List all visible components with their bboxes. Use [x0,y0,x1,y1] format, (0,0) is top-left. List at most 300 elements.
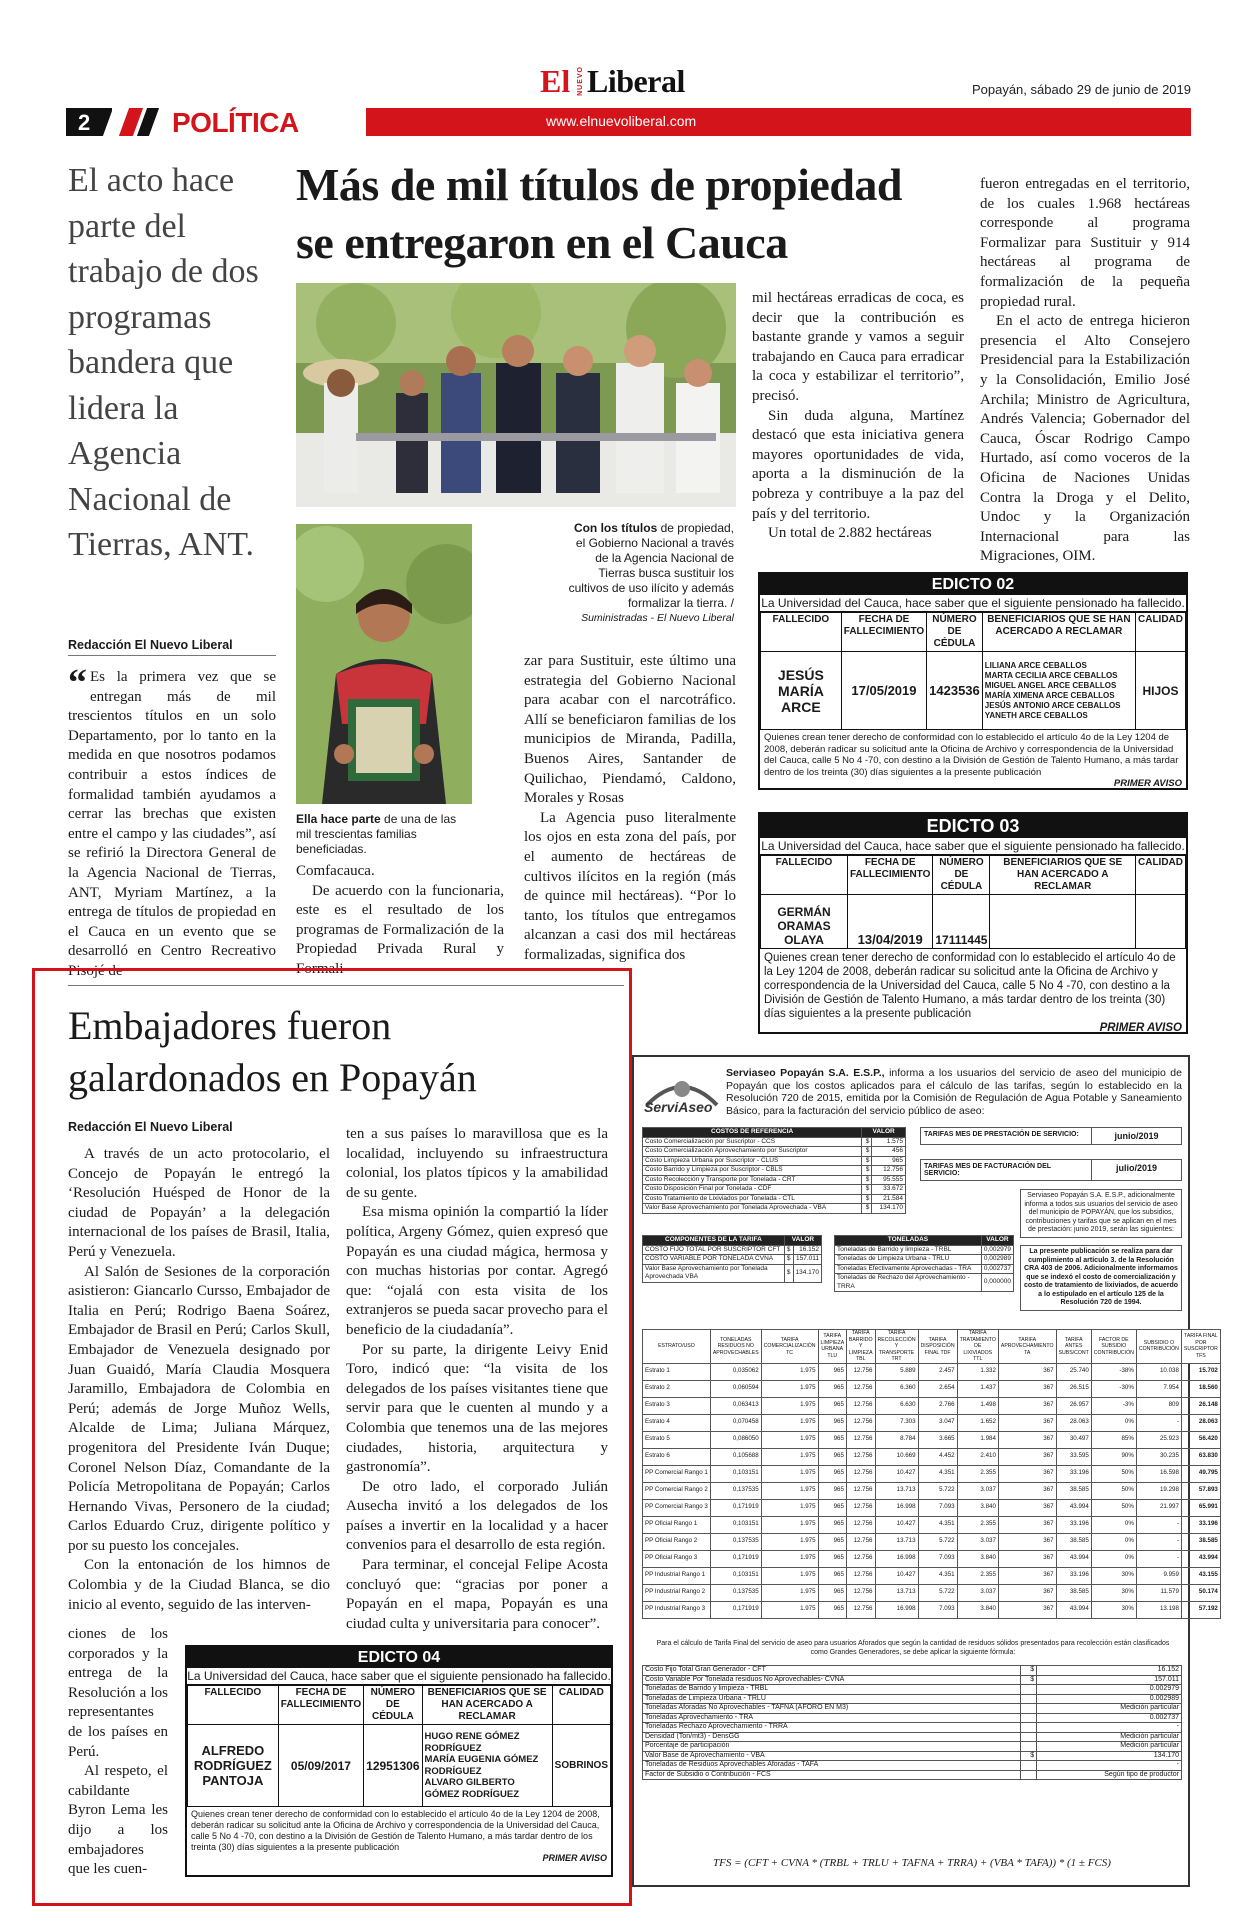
tarifa-cell: 26.957 [1056,1397,1091,1414]
aforo-row [643,1694,1182,1704]
tarifa-cell: 12.756 [846,1448,875,1465]
costos-cell: 12.756 [872,1166,906,1176]
comp-row [643,1264,822,1282]
comp-cell: $ [784,1245,793,1255]
tarifa-cell: 85% [1091,1431,1136,1448]
tarifa-cell: 367 [998,1601,1056,1618]
second-headline-line1: Embajadores fueron [68,1003,392,1048]
tarifa-cell: 3.840 [957,1499,998,1516]
edicto04-foot-text: Quienes crean tener derecho de conformidad con lo establecido el artículo 4o de la Ley 1204 de 2008, deberán radicar su solicitud ante la Oficina de Archivo y correspondencia de la Universidad del Cauca, calle 5 No 4 -70, con destino a la División de Gestión de Talento Humano, a más tardar dentro de los treinta (30) días siguientes a la presente publicación [191,1809,600,1852]
tarifa-cell: 1.498 [957,1397,998,1414]
tarifa-cell: PP Industrial Rango 1 [643,1567,711,1584]
section-bar [66,108,1191,136]
tarifa-header-cell: TARIFA BARRIDO Y LIMPIEZA TBL [846,1330,875,1364]
main-col3a-p3: Un total de 2.882 hectáreas [768,525,932,542]
ton-cell: 0,000000 [981,1274,1013,1292]
tarifa-cell: 0,171919 [710,1550,761,1567]
photo-beneficiary [296,524,472,804]
costos-cell: Costo Barrido y Limpieza por Suscriptor - CBLS [643,1166,862,1176]
aforo-row [643,1742,1182,1752]
tarifa-cell: 49.795 [1181,1465,1220,1482]
edicto03-foot [760,949,1186,1037]
edicto03-h-benef: BENEFICIARIOS QUE SE HAN ACERCADO A RECLAMAR [990,856,1136,895]
quote-mark-icon: “ [68,662,87,704]
costos-cell: $ [862,1185,872,1195]
tarifa-cell: Estrato 3 [643,1397,711,1414]
aforo-cell [1021,1761,1037,1771]
serviaseo-intro-bold: Serviaseo Popayán S.A. E.S.P., [726,1067,885,1079]
ton-cell: 0,002737 [981,1264,1013,1274]
second-c1-narrow: ciones de los corporados y la entrega de la Resolución a los representantes de los países en Perú. [68,1626,168,1760]
second-headline [68,1000,624,1104]
tarifa-cell: 2.457 [918,1363,957,1380]
tarifa-cell: 12.756 [846,1533,875,1550]
aforo-cell: $ [1021,1666,1037,1676]
costos-cell: Costo Comercialización Aprovechamiento por Suscriptor [643,1147,862,1157]
tarifa-cell: 57.192 [1181,1601,1220,1618]
tarifa-cell: 0,060594 [710,1380,761,1397]
tarifa-cell: 1.652 [957,1414,998,1431]
tarifa-row [643,1516,1221,1533]
logo-liberal: Liberal [587,63,685,99]
tarifa-header-cell: TARIFA APROVECHAMIENTO TA [998,1330,1056,1364]
comp-cell: COSTO VARIABLE POR TONELADA CVNA [643,1255,785,1265]
tarifa-cell: 12.756 [846,1550,875,1567]
tarifa-cell: 33.196 [1181,1516,1220,1533]
tarifa-cell: 25.740 [1056,1363,1091,1380]
ton-row [835,1264,1014,1274]
serviaseo-note1: Serviaseo Popayán S.A. E.S.P., adicionalmente informa a todos sus usuarios del servicio de aseo del municipio de POPAYÁN, que los subsidios, contribuciones y tarifas que se aplican en el mes de prestación: junio 2019, serán las siguientes: [1020,1189,1182,1238]
tarifa-cell: 965 [818,1516,846,1533]
tarifa-header-cell: TONELADAS RESIDUOS NO APROVECHABLES [710,1330,761,1364]
tarifa-cell: 50% [1091,1482,1136,1499]
main-col4-p2: En el acto de entrega hicieron presencia el Alto Consejero Presidencial para la Estabilización y la Consolidación, Emilio José Archila; Ministro de Agricultura, Andrés Valencia; Gobernador del Cauca, Óscar Rodrigo Campo Hurtado, así como voceros de la Oficina de Naciones Unidas Contra la Droga y el Delito, Undoc y la Organización Internacional para las Migraciones, OIM. [980,313,1190,565]
tarifa-cell: 30% [1091,1567,1136,1584]
tarifa-cell: 50.174 [1181,1584,1220,1601]
mes-prestacion: junio/2019 [1091,1128,1181,1144]
tarifa-cell: 0,035062 [710,1363,761,1380]
tarifa-row [643,1533,1221,1550]
tarifa-cell: 3.037 [957,1533,998,1550]
tarifa-cell: 965 [818,1601,846,1618]
site-url[interactable]: www.elnuevoliberal.com [546,113,697,129]
tarifa-cell: 1.332 [957,1363,998,1380]
tarifa-cell: 11.579 [1136,1584,1181,1601]
ton-cell: Toneladas de Limpieza Urbana - TRLU [835,1255,982,1265]
aforo-cell: Toneladas de Residuos Aprovechables Aforadas - TAFA [643,1761,1021,1771]
tarifa-cell: PP Oficial Rango 3 [643,1550,711,1567]
tarifa-cell: Estrato 1 [643,1363,711,1380]
second-c2-p5: Para terminar, el concejal Felipe Acosta concluyó que: “gracias por poner a Popayán en el mapa, Popayán es una ciudad culta y universitaria para conocer”. [346,1557,608,1632]
tarifa-cell: -38% [1091,1363,1136,1380]
ton-h1: TONELADAS [835,1236,982,1246]
tarifa-cell: 367 [998,1380,1056,1397]
tarifa-cell: 367 [998,1431,1056,1448]
tarifa-cell: 0,171919 [710,1601,761,1618]
aforo-cell: Valor Base de Aprovechamiento - VBA [643,1751,1021,1761]
costos-cell: Costo Limpieza Urbana por Suscriptor - CLUS [643,1156,862,1166]
edicto02-h-benef: BENEFICIARIOS QUE SE HAN ACERCADO A RECLAMAR [982,613,1135,652]
tarifa-cell: 6.360 [875,1380,918,1397]
costos-cell: $ [862,1204,872,1214]
tarifa-cell: 19.298 [1136,1482,1181,1499]
serviaseo-note2: La presente publicación se realiza para dar cumplimiento al artículo 3. de la Resolución CRA 403 de 2006. Adicionalmente informamos que se indexó el costo de comercialización y costo de tratamiento de lixiviados, de acuerdo a lo estipulado en el artículo 125 de la Resolución 720 de 1994. [1020,1245,1182,1311]
tarifa-cell: 10.427 [875,1567,918,1584]
edicto03-h-cedula: NÚMERO DE CÉDULA [933,856,990,895]
tarifa-cell: 1.975 [761,1431,818,1448]
costos-cell: $ [862,1166,872,1176]
tarifa-cell: 2.355 [957,1567,998,1584]
tarifa-cell: 28.063 [1056,1414,1091,1431]
tarifa-cell: 0,105688 [710,1448,761,1465]
tarifa-cell: Estrato 6 [643,1448,711,1465]
tarifa-header-cell: SUBSIDIO O CONTRIBUCIÓN [1136,1330,1181,1364]
ton-cell: Toneladas de Rechazo del Aprovechamiento - TRRA [835,1274,982,1292]
edicto03-h-fecha: FECHA DE FALLECIMIENTO [848,856,933,895]
tarifa-cell: 30.497 [1056,1431,1091,1448]
edicto02-benef-4: MARÍA XIMENA ARCE CEBALLOS [984,690,1115,700]
tarifa-cell: 965 [818,1584,846,1601]
tarifa-cell: 965 [818,1482,846,1499]
tarifa-cell: 12.756 [846,1397,875,1414]
tarifa-cell: 38.585 [1056,1584,1091,1601]
tarifa-cell: 965 [818,1465,846,1482]
tarifa-header-cell: TARIFA LIMPIEZA URBANA TLU [818,1330,846,1364]
edicto04-h-benef: BENEFICIARIOS QUE SE HAN ACERCADO A RECLAMAR [422,1686,552,1725]
tarifa-cell: 16.998 [875,1499,918,1516]
serviaseo-intro-text: informa a los usuarios del servicio de aseo del municipio de Popayán que los costos aplicados para el cálculo de las tarifas, según lo establecido en la Resolución 720 de 2015, emitida por la Comisión de Regulación de Agua Potable y Saneamiento Básico, para la facturación del servicio público de aseo: [726,1067,1182,1117]
edicto03-title: EDICTO 03 [760,814,1186,838]
tarifa-header-cell: TARIFA DISPOSICIÓN FINAL TDF [918,1330,957,1364]
tarifa-cell: PP Industrial Rango 2 [643,1584,711,1601]
aforo-row [643,1723,1182,1733]
tarifa-cell: 367 [998,1516,1056,1533]
tarifa-cell: 1.975 [761,1414,818,1431]
aforo-row [643,1732,1182,1742]
edicto03-cedula: 17111445 [933,895,990,949]
tarifa-cell: Estrato 2 [643,1380,711,1397]
tarifa-cell: 0,137535 [710,1482,761,1499]
edicto04-benef-3: ALVARO GILBERTO GÓMEZ RODRÍGUEZ [424,1777,520,1800]
logo-el: El [540,63,571,99]
tarifa-row [643,1482,1221,1499]
second-col-1-narrow [68,1625,168,1880]
ton-cell: 0,002979 [981,1245,1013,1255]
costos-row [643,1156,906,1166]
aforo-note: Para el cálculo de Tarifa Final del servicio de aseo para usuarios Aforados que según la cantidad de residuos sólidos presentados para recolección están clasificados como Grandes Generadores, se debe aplicar la siguiente fórmula: [656,1640,1170,1656]
tarifa-cell: 1.975 [761,1482,818,1499]
aforo-cell: Según tipo de productor [1037,1770,1182,1780]
edicto04-cedula: 12951306 [364,1725,422,1807]
edicto03-aviso: PRIMER AVISO [1099,1022,1182,1034]
tarifa-cell: 26.148 [1181,1397,1220,1414]
tarifa-cell: 12.756 [846,1601,875,1618]
second-article-rule [68,985,624,986]
tarifa-cell: 7.093 [918,1499,957,1516]
tarifa-cell: 63.830 [1181,1448,1220,1465]
tarifa-cell: 57.893 [1181,1482,1220,1499]
costos-cell: 33.672 [872,1185,906,1195]
tarifa-header-cell: TARIFA FINAL POR SUSCRIPTOR TFS [1181,1330,1220,1364]
edicto03-h-fallecido: FALLECIDO [761,856,848,895]
tarifa-row [643,1380,1221,1397]
aforo-cell: $ [1021,1675,1037,1685]
tarifa-cell: 7.093 [918,1550,957,1567]
tarifa-cell: 13.713 [875,1533,918,1550]
mes-box [920,1127,1182,1181]
tfs-formula: TFS = (CFT + CVNA * (TRBL + TRLU + TAFNA + TRRA) + (VBA * TAFA)) * (1 ± FCS) [713,1857,1111,1869]
edicto-03 [758,812,1188,1034]
tarifa-row [643,1465,1221,1482]
tarifa-row [643,1397,1221,1414]
tarifa-cell: 30% [1091,1584,1136,1601]
tarifa-cell: 367 [998,1363,1056,1380]
tarifa-cell: 25.923 [1136,1431,1181,1448]
tarifa-cell: 3.047 [918,1414,957,1431]
tarifa-cell: 1.437 [957,1380,998,1397]
costos-cell: Costo Comercialización por Suscriptor - CCS [643,1137,862,1147]
aforo-cell [1021,1723,1037,1733]
costos-cell: 456 [872,1147,906,1157]
main-headline [296,156,976,272]
tarifa-cell: 10.669 [875,1448,918,1465]
tarifa-cell: 1.984 [957,1431,998,1448]
tarifa-cell: 38.585 [1056,1482,1091,1499]
aforo-cell: 16.152 [1037,1666,1182,1676]
ton-cell: Toneladas de Barrido y limpieza - TRBL [835,1245,982,1255]
caption2-lead: Ella hace parte [296,812,381,826]
costos-h1: COSTOS DE REFERENCIA [643,1128,862,1138]
tarifa-header-cell: ESTRATO/USO [643,1330,711,1364]
tarifa-cell: 4.351 [918,1567,957,1584]
tarifa-cell: 965 [818,1397,846,1414]
tarifa-cell: 0,103151 [710,1567,761,1584]
second-c1-p1: A través de un acto protocolario, el Concejo de Popayán le entregó la ‘Resolución Huésped de Honor de la ciudad de Popayán’ a la delegación internacional de los países de Brasil, Italia, Perú y Venezuela. [68,1146,330,1260]
tarifa-cell: 43.155 [1181,1567,1220,1584]
section-name: POLÍTICA [172,107,299,138]
comp-cell: 134.170 [793,1264,822,1282]
tarifa-cell: 367 [998,1448,1056,1465]
aforo-cell: Toneladas Aprovechamiento - TRA [643,1713,1021,1723]
tarifa-cell: 12.756 [846,1584,875,1601]
edicto02-benef-3: MIGUEL ANGEL ARCE CEBALLOS [984,680,1117,690]
tarifa-cell: 33.595 [1056,1448,1091,1465]
aforo-cell: Densidad (Ton/mt3) - DensGG [643,1732,1021,1742]
tarifa-cell: 965 [818,1363,846,1380]
serviaseo-logo [642,1067,722,1117]
tarifa-row [643,1499,1221,1516]
serviaseo-ad [632,1055,1218,1887]
tarifa-cell: 367 [998,1414,1056,1431]
ton-row [835,1245,1014,1255]
tarifa-cell: 50% [1091,1499,1136,1516]
tarifa-cell: 18.560 [1181,1380,1220,1397]
tarifa-cell: 16.598 [1136,1465,1181,1482]
tarifa-cell: 65.991 [1181,1499,1220,1516]
tarifa-cell: PP Comercial Rango 1 [643,1465,711,1482]
tarifa-header-cell: TARIFA TRATAMIENTO DE LIXIVIADOS TTL [957,1330,998,1364]
tarifa-cell: - [1136,1516,1181,1533]
tarifa-cell: 0,086050 [710,1431,761,1448]
tarifa-cell: 16.998 [875,1601,918,1618]
tarifa-cell: 2.766 [918,1397,957,1414]
aforo-cell: 134.170 [1037,1751,1182,1761]
comp-cell: $ [784,1255,793,1265]
aforo-row [643,1713,1182,1723]
main-col2-p1: Comfacauca. [296,863,375,879]
aforo-cell [1021,1713,1037,1723]
aforo-row [643,1675,1182,1685]
tarifa-cell: 965 [818,1550,846,1567]
tarifa-cell: 367 [998,1499,1056,1516]
edicto02-table [760,612,1186,730]
aforo-cell: 0.002737 [1037,1713,1182,1723]
edicto02-aviso: PRIMER AVISO [1113,778,1182,789]
comp-cell: COSTO FIJO TOTAL POR SUSCRIPTOR CFT [643,1245,785,1255]
costos-cell: $ [862,1194,872,1204]
tarifa-cell: 1.975 [761,1516,818,1533]
edicto02-h-calidad: CALIDAD [1136,613,1186,652]
tarifa-cell: 0,103151 [710,1516,761,1533]
tarifa-cell: 0,137535 [710,1584,761,1601]
aforo-cell: 0.002979 [1037,1685,1182,1695]
tarifa-cell: 0,070458 [710,1414,761,1431]
costos-h2: VALOR [862,1128,906,1138]
costos-cell: $ [862,1147,872,1157]
tarifa-cell: 10.427 [875,1465,918,1482]
aforo-cell: $ [1021,1751,1037,1761]
tarifas-table [642,1329,1221,1619]
ton-h2: VALOR [981,1236,1013,1246]
second-headline-line2: galardonados en Popayán [68,1055,477,1100]
second-c1-p3: Con la entonación de los himnos de Colombia y de la Ciudad Blanca, se dio inicio al evento, seguido de las interven- [68,1557,330,1613]
tarifa-cell: 12.756 [846,1431,875,1448]
tarifa-cell: 809 [1136,1397,1181,1414]
aforo-row [643,1666,1182,1676]
ton-cell: Toneladas Efectivamente Aprovechadas - TRA [835,1264,982,1274]
costos-row [643,1147,906,1157]
tarifa-cell: 3.037 [957,1584,998,1601]
edicto03-fallecido: GERMÁN ORAMAS OLAYA [761,895,848,949]
tarifa-cell: 9.959 [1136,1567,1181,1584]
tarifa-row [643,1601,1221,1618]
aforo-cell: Medición particular [1037,1704,1182,1714]
costos-row [643,1166,906,1176]
aforo-cell: Toneladas Rechazo Aprovechamiento - TRRA [643,1723,1021,1733]
costos-cell: Costo Disposición Final por Tonelada - CDF [643,1185,862,1195]
second-c1-narrow2: Al respeto, el cabildante Byron Lema les dijo a los embajadores que les cuen- [68,1763,168,1878]
costos-row [643,1175,906,1185]
tarifa-cell: 30.235 [1136,1448,1181,1465]
edicto04-h-calidad: CALIDAD [552,1686,610,1725]
tarifa-cell: 7.093 [918,1601,957,1618]
tarifa-cell: PP Comercial Rango 3 [643,1499,711,1516]
tarifa-cell: 7.954 [1136,1380,1181,1397]
tarifa-header-cell: TARIFA COMERCIALIZACIÓN TC [761,1330,818,1364]
main-col1-text: Es la primera vez que se entregan más de mil trescientos títulos en un solo Departamento, por lo tanto en la medida en que nosotros podamos contribuir a estos índices de formalidad también ayudamos a cerrar las brechas que existen entre el campo y las ciudades”, así se refirió la Directora General de la Agencia Nacional de Tierras, ANT, Myriam Martínez, a la entrega de títulos de propiedad en el Cauca en un evento que se desarrolló en Centro Recreativo Pisojé de [68,669,276,979]
aforo-cell: Costo Variable Por Tonelada residuos No Aprovechables- CVNA [643,1675,1021,1685]
costos-row [643,1185,906,1195]
aforo-cell: - [1037,1723,1182,1733]
costos-row [643,1194,906,1204]
edicto04-aviso: PRIMER AVISO [542,1853,607,1863]
comp-h1: COMPONENTES DE LA TARIFA [643,1236,785,1246]
tarifa-cell: 12.756 [846,1380,875,1397]
tarifa-cell: PP Oficial Rango 1 [643,1516,711,1533]
tarifa-row [643,1414,1221,1431]
ton-row [835,1255,1014,1265]
edicto02-benef-2: MARTA CECILIA ARCE CEBALLOS [984,670,1118,680]
tarifa-cell: 367 [998,1567,1056,1584]
edicto03-intro: La Universidad del Cauca, hace saber que el siguiente pensionado ha fallecido. [761,839,1185,853]
costos-cell: 965 [872,1156,906,1166]
tarifa-cell: 0,103151 [710,1465,761,1482]
tarifa-cell: 1.975 [761,1380,818,1397]
main-col-2 [296,862,504,980]
caption1-text: de propiedad, el Gobierno Nacional a través de la Agencia Nacional de Tierras busca sustituir los cultivos de uso ilícito y además formalizar la tierra. / [568,521,734,610]
main-col3b-p2: La Agencia puso literalmente los ojos en esta zona del país, por el aumento de hectáreas de cultivos ilícitos en la región (más de quince mil hectáreas). “Por lo tanto, los títulos que entregamos alcanzan a casi dos mil hectáreas formalizadas, significa dos [524,809,736,963]
edicto02-benef-5: JESÚS ANTONIO ARCE CEBALLOS [984,700,1121,710]
second-c2-p3: Por su parte, la dirigente Leivy Enid Toro, indicó que: “la visita de los delegados de los países visitantes tiene que servir para que le cuenten al mundo y a Colombia que tenemos una de las mejores ciudades, historia, arquitectura y gastronomía”. [346,1341,608,1476]
tarifa-row [643,1431,1221,1448]
tarifa-cell: 30% [1091,1601,1136,1618]
aforo-row [643,1685,1182,1695]
aforo-cell: Toneladas de Barrido y limpieza - TRBL [643,1685,1021,1695]
tarifa-cell: 2.410 [957,1448,998,1465]
aforo-table [642,1665,1182,1780]
edicto03-h-calidad: CALIDAD [1136,856,1186,895]
tarifa-cell: 965 [818,1380,846,1397]
edicto04-foot [187,1807,611,1866]
page-number: 2 [78,110,91,135]
tarifa-row [643,1567,1221,1584]
costos-cell: $ [862,1175,872,1185]
edicto02-beneficiarios [982,652,1135,730]
costos-cell: 134.170 [872,1204,906,1214]
tarifa-cell: 12.756 [846,1363,875,1380]
tarifa-cell: 12.756 [846,1516,875,1533]
tarifa-cell: 38.585 [1056,1533,1091,1550]
tarifa-cell: 0% [1091,1516,1136,1533]
tarifa-cell: 0,171919 [710,1499,761,1516]
componentes-table [642,1235,822,1283]
tarifa-cell: 56.420 [1181,1431,1220,1448]
tarifa-cell: 2.355 [957,1465,998,1482]
tarifa-cell: 5.722 [918,1584,957,1601]
second-col-1 [68,1145,330,1615]
tarifa-cell: Estrato 5 [643,1431,711,1448]
tarifa-cell: 43.994 [1181,1550,1220,1567]
costos-table [642,1127,906,1214]
tarifa-cell: 3.840 [957,1601,998,1618]
main-col3a-p2: Sin duda alguna, Martínez destacó que esta iniciativa genera mayores oportunidades de vida, aporta a la disminución de la pobreza y contribuye a la paz del país y del territorio. [752,407,964,522]
aforo-cell: 0.002989 [1037,1694,1182,1704]
tarifa-cell: 1.975 [761,1499,818,1516]
section-red-band [366,108,1191,136]
tarifa-cell: 43.994 [1056,1601,1091,1618]
edicto04-benef-2: MARÍA EUGENIA GÓMEZ RODRÍGUEZ [424,1754,539,1777]
tarifa-cell: 12.756 [846,1414,875,1431]
caption2-text: de una de las mil trescientas familias beneficiadas. [296,812,457,856]
tarifa-cell: 13.198 [1136,1601,1181,1618]
masthead [540,64,720,100]
tarifa-cell: - [1136,1550,1181,1567]
tarifa-cell: 13.713 [875,1482,918,1499]
second-c1-p2: Al Salón de Sesiones de la corporación asistieron: Giancarlo Cursso, Embajador de Italia en Perú; Rodrigo Baena Soárez, Embajador de Brasil en Perú; Carlos Skull, Embajador de Venezuela designado por Juan Guaidó, María Claudia Mosquera Jaramillo, Embajadora de Colombia en Perú; además de Jorge Muñoz Wells, Alcalde de Lima; Juliana Márquez, progenitora del Presidente Iván Duque; Coronel Nelson Díaz, Comandante de la Policía Metropolitana de Popayán; Carlos Hernando Vivas, Personero de la ciudad; Carlos Eduardo Cruz, dirigente político y por su puesto los concejales. [68,1263,330,1554]
tarifa-cell: -30% [1091,1380,1136,1397]
edicto02-benef-6: YANETH ARCE CEBALLOS [984,710,1088,720]
tarifa-cell: 1.975 [761,1465,818,1482]
